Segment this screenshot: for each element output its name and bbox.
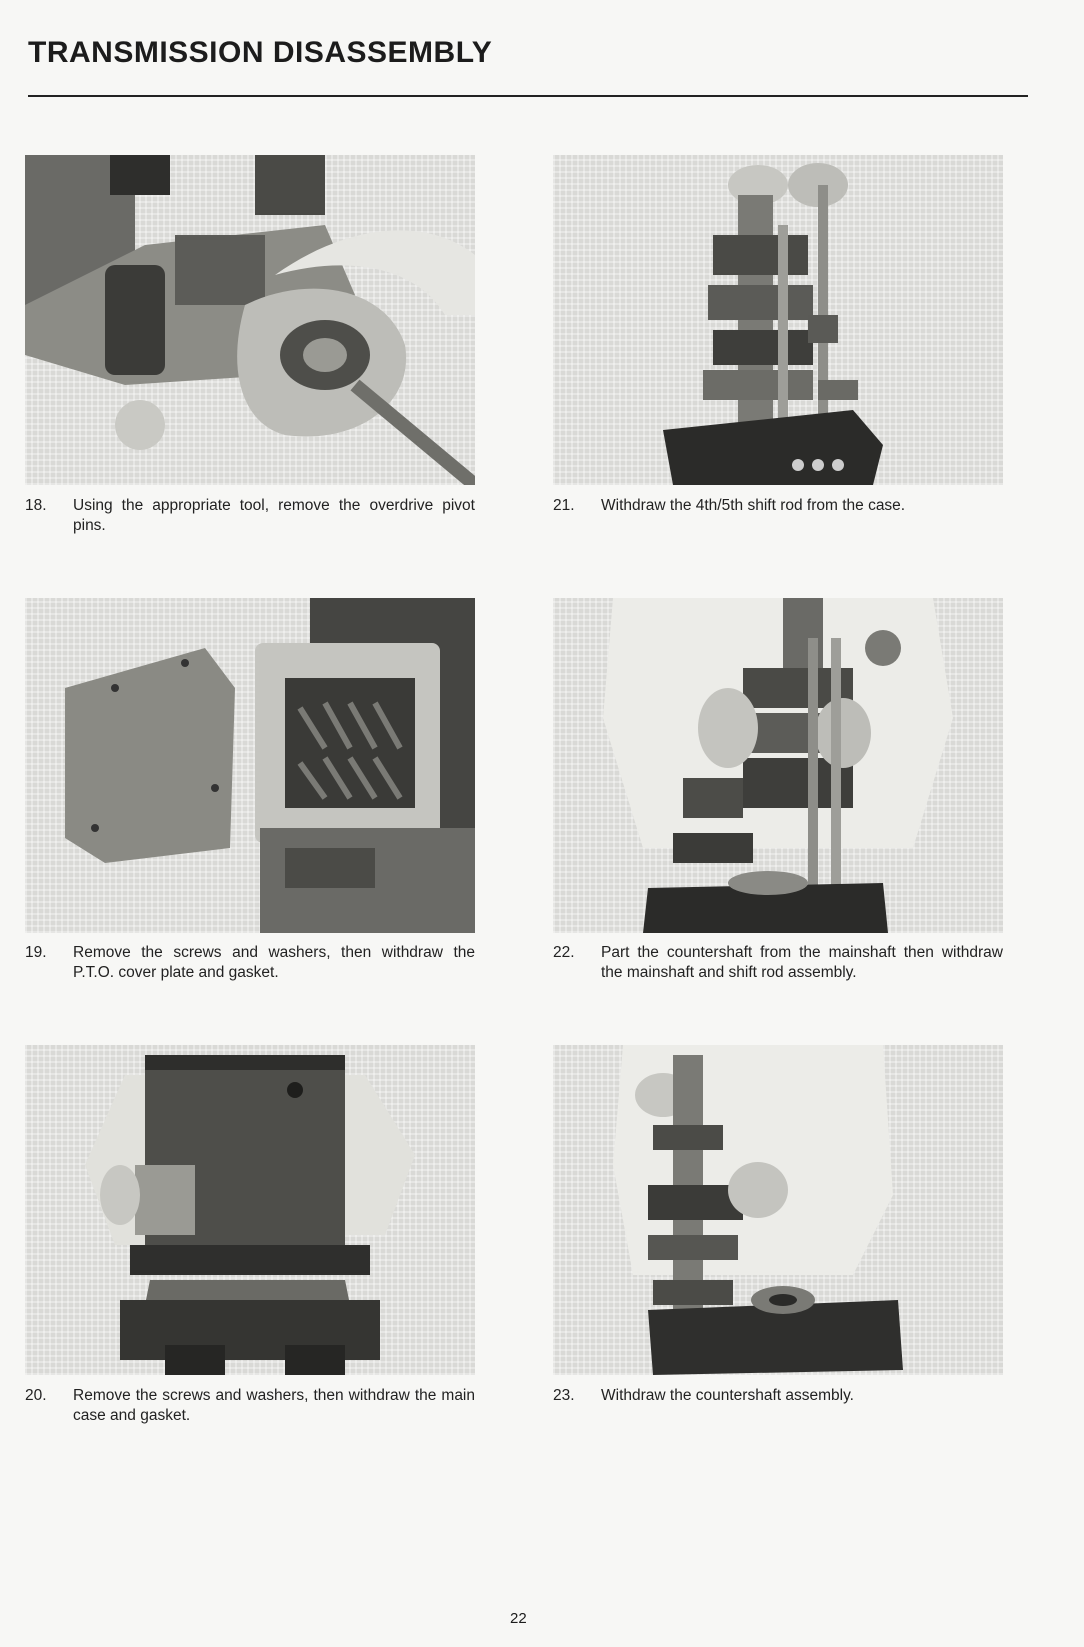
step-20-caption — [25, 1386, 475, 1426]
step-21-caption — [553, 496, 1003, 516]
page-title: TRANSMISSION DISASSEMBLY — [28, 36, 493, 69]
step-text: Remove the screws and washers, then withdraw the P.T.O. cover plate and gasket. — [73, 944, 475, 981]
step-20-photo — [25, 1045, 475, 1375]
step-23-caption — [553, 1386, 1003, 1406]
step-text: Part the countershaft from the mainshaft then withdraw the mainshaft and shift rod assembly. — [601, 944, 1003, 981]
page-number: 22 — [510, 1610, 527, 1627]
step-text: Using the appropriate tool, remove the overdrive pivot pins. — [73, 497, 475, 534]
step-number: 18. — [25, 497, 47, 514]
step-19-photo — [25, 598, 475, 933]
step-22-photo — [553, 598, 1003, 933]
step-19-caption — [25, 943, 475, 983]
step-23-photo — [553, 1045, 1003, 1375]
step-text: Withdraw the 4th/5th shift rod from the case. — [601, 497, 906, 514]
step-21-photo — [553, 155, 1003, 485]
step-22-caption — [553, 943, 1003, 983]
title-divider — [28, 95, 1028, 97]
step-number: 21. — [553, 497, 575, 514]
step-text: Remove the screws and washers, then withdraw the main case and gasket. — [73, 1387, 475, 1424]
step-number: 23. — [553, 1387, 575, 1404]
step-number: 20. — [25, 1387, 47, 1404]
step-number: 19. — [25, 944, 47, 961]
step-18-photo — [25, 155, 475, 485]
step-text: Withdraw the countershaft assembly. — [601, 1387, 854, 1404]
step-number: 22. — [553, 944, 575, 961]
step-18-caption — [25, 496, 475, 536]
